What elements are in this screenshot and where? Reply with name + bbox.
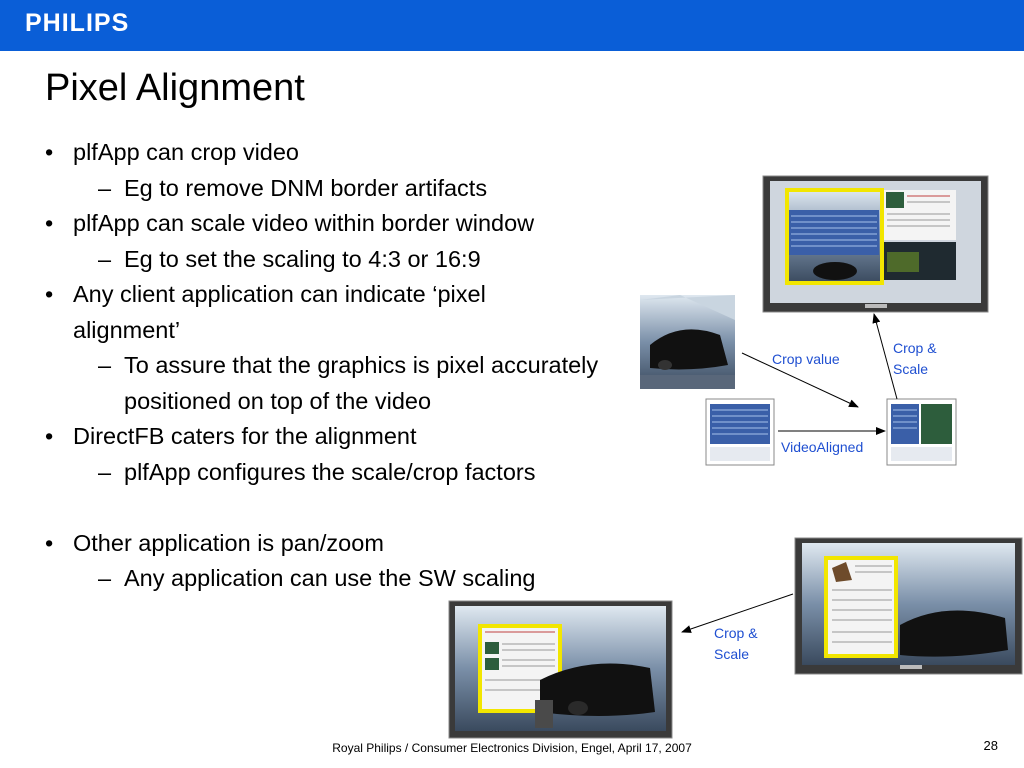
crop-value-label: Crop value <box>772 351 840 367</box>
dash-glyph: – <box>98 458 112 485</box>
crop-scale-label: Crop & Scale <box>893 340 937 377</box>
tv-screen-aligned <box>763 176 988 312</box>
bullet-text: plfApp can scale video within border window <box>73 210 535 236</box>
aligned-thumbnail <box>887 399 956 465</box>
bullet-text: plfApp can crop video <box>73 139 300 165</box>
video-thumbnail <box>640 295 735 389</box>
tv-screen-zoom-large <box>449 601 672 738</box>
sub-bullet-text: Any application can use the SW scaling <box>124 565 536 591</box>
dash-glyph: – <box>98 174 112 201</box>
dash-glyph: – <box>98 565 112 591</box>
video-aligned-label: VideoAligned <box>781 439 864 455</box>
page-number: 28 <box>983 738 998 753</box>
sub-bullet-text: plfApp configures the scale/crop factors <box>124 458 536 485</box>
sub-bullet-text: To assure that the graphics is pixel accurately positioned on top of the video <box>124 352 599 414</box>
bullet-dot: • <box>45 281 54 307</box>
slide-title: Pixel Alignment <box>45 67 305 109</box>
crop-scale-label: Crop & Scale <box>714 625 758 662</box>
bullet-text: Other application is pan/zoom <box>73 529 384 556</box>
dash-glyph: – <box>98 352 112 378</box>
sub-bullet-text: Eg to remove DNM border artifacts <box>124 174 488 201</box>
graphics-thumbnail <box>706 399 774 465</box>
bullet-dot: • <box>45 423 54 449</box>
bullet-text: DirectFB caters for the alignment <box>73 423 417 449</box>
dash-glyph: – <box>98 245 112 272</box>
bullet-dot: • <box>45 139 54 165</box>
footer-text: Royal Philips / Consumer Electronics Division, Engel, April 17, 2007 <box>332 741 692 755</box>
bullet-dot: • <box>45 210 54 236</box>
philips-logo: PHILIPS <box>25 9 130 37</box>
tv-screen-zoom-small <box>795 538 1022 674</box>
bullet-text: Any client application can indicate ‘pixel alignment’ <box>73 281 486 343</box>
bullet-dot: • <box>45 529 54 556</box>
sub-bullet-text: Eg to set the scaling to 4:3 or 16:9 <box>124 245 481 272</box>
